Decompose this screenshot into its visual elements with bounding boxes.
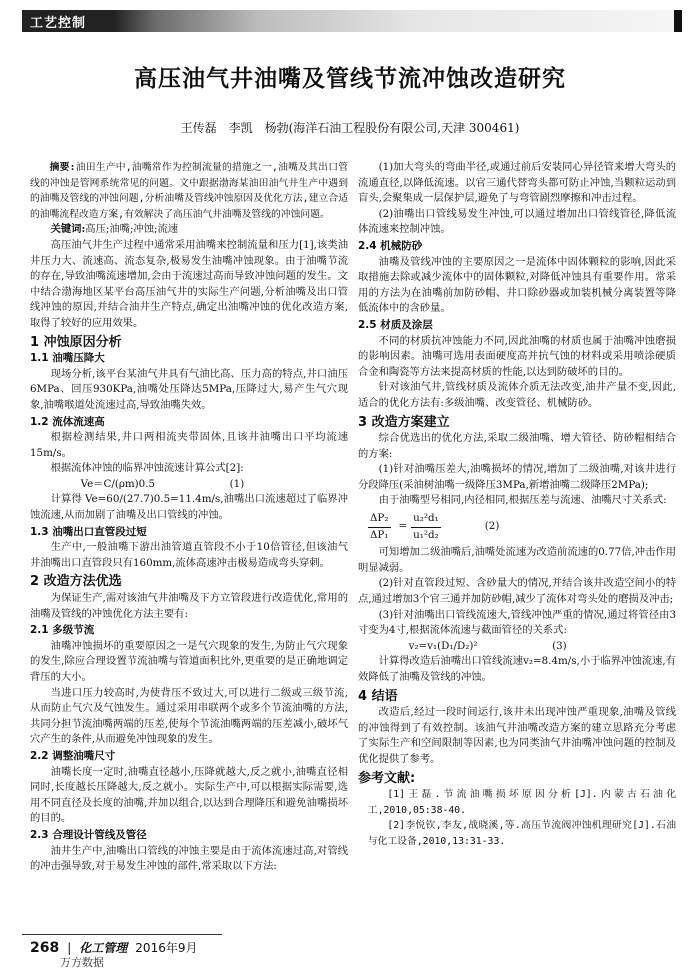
paragraph: 不同的材质抗冲蚀能力不同,因此油嘴的材质也属于油嘴冲蚀磨损的影响因素。油嘴可选用表面硬度高并抗气蚀的材料或采用喷涂硬质合金和陶瓷等方法来提高材质的性能,以达到防破坏的目的。	[358, 334, 676, 378]
formula-1	[30, 477, 348, 493]
formula-3-number: (3)	[552, 639, 567, 652]
subsection-heading-2-1: 2.1 多级节流	[30, 624, 95, 637]
formula-2-lhs-numerator: ΔP₂	[368, 511, 391, 528]
section-heading-3: 3 改造方案建立	[358, 414, 450, 430]
formula-2-rhs	[411, 511, 441, 543]
formula-2	[358, 511, 676, 543]
paragraph: 生产中,一般油嘴下游出油管道直管段不小于10倍管径,但该油气井油嘴出口直管段只有160mm,流体高速冲击极易造成弯头穿刺。	[30, 541, 348, 569]
paragraph: 油嘴冲蚀损坏的重要原因之一是气穴现象的发生,为防止气穴现象的发生,除应合理设置节流油嘴与管道面积比外,更重要的是正确地调定背压的大小。	[30, 639, 348, 683]
paragraph: 可知增加二级油嘴后,油嘴处流速为改造前流速的0.77倍,冲击作用明显减弱。	[358, 546, 676, 574]
paragraph: (1)针对油嘴压差大,油嘴损坏的情况,增加了二级油嘴,对该井进行分段降压(采油树油嘴一级降压3MPa,新增油嘴二级降压2MPa);	[358, 463, 676, 491]
paragraph: 油嘴及管线冲蚀的主要原因之一是流体中固体颗粒的影响,因此采取措施去除或减少流体中的固体颗粒,对降低冲蚀具有重要作用。常采用的方法为在油嘴前加防砂帽、井口除砂器或加装机械分离装置等降低流体中的含砂量。	[358, 255, 676, 315]
paragraph: 油井生产中,油嘴出口管线的冲蚀主要是由于流体流速过高,对管线的冲击强导致,对于易发生冲蚀的部件,常采取以下方法:	[30, 844, 348, 873]
paragraph: 计算得改造后油嘴出口管线流速v₂=8.4m/s,小于临界冲蚀流速,有效降低了油嘴及管线的冲蚀。	[358, 655, 676, 683]
intro-paragraph: 高压油气井生产过程中通常采用油嘴来控制流量和压力[1],该类油井压力大、流速高、流态复杂,极易发生油嘴冲蚀现象。由于油嘴节流的存在,导致油嘴流速增加,会由于流速过高而导致冲蚀问题的发生。文中结合渤海地区某平台高压油气井的实际生产问题,分析油嘴及出口管线冲蚀的原因,并结合油井生产特点,确定出油嘴冲蚀的优化改造方案,取得了较好的应用效果。	[30, 238, 348, 329]
section-heading-1: 1 冲蚀原因分析	[30, 334, 122, 350]
paragraph: 针对该油气井,管线材质及流体介质无法改变,油井产量不变,因此,适合的优化方法有:多级油嘴、改变管径、机械防砂。	[358, 381, 676, 409]
section-heading-4: 4 结语	[358, 688, 398, 704]
subsection-heading-1-1: 1.1 油嘴压降大	[30, 352, 105, 365]
paragraph: 根据检测结果,井口两相流夹带固体,且该井油嘴出口平均流速15m/s。	[30, 431, 348, 459]
keywords	[30, 222, 348, 238]
page-footer	[30, 939, 197, 956]
paragraph: 改造后,经过一段时间运行,该井未出现冲蚀严重现象,油嘴及管线的冲蚀得到了有效控制。该油气井油嘴改造方案的建立思路充分考虑了实际生产和空间限制等因素,也为同类油气井油嘴冲蚀问题的控制及优化提供了参考。	[358, 706, 676, 765]
paragraph: 计算得 Ve=60/(27.7)0.5=11.4m/s,油嘴出口流速超过了临界冲蚀流速,从而加剧了油嘴及出口管线的冲蚀。	[30, 493, 348, 522]
paragraph: 现场分析,该平台某油气井具有气油比高、压力高的特点,井口油压6MPa、回压930KPa,油嘴处压降达5MPa,压降过大,易产生气穴现象,油嘴喉道处流速过高,导致油嘴失效。	[30, 367, 348, 411]
formula-2-number: (2)	[484, 520, 500, 533]
paragraph: (3)针对油嘴出口管线流速大,管线冲蚀严重的情况,通过将管径由3寸变为4寸,根据流体流速与截面管径的关系式:	[358, 608, 676, 637]
paragraph: 为保证生产,需对该油气井油嘴及下方立管段进行改造优化,常用的油嘴及管线的冲蚀优化方法主要有:	[30, 592, 348, 620]
abstract-label: 摘要:	[49, 162, 76, 173]
formula-1-expr: Ve＝C/(ρm)0.5	[80, 477, 156, 490]
paragraph: (2)针对直管段过短、含砂量大的情况,并结合该井改造空间小的特点,通过增加3个官三通并加防砂帽,减少了流体对弯头处的磨损及冲击;	[358, 577, 676, 606]
issue-date: 2016年9月	[135, 941, 198, 955]
subsection-heading-2-5: 2.5 材质及涂层	[358, 318, 433, 331]
watermark: 万方数据	[60, 956, 104, 969]
subsection-heading-1-2: 1.2 流体流速高	[30, 415, 105, 428]
section-header-bar	[22, 10, 682, 32]
paragraph: (1)加大弯头的弯曲半径,或通过前后安装同心异径管来增大弯头的流通直径,以降低流速。以官三通代替弯头都可防止冲蚀,当颗粒运动到盲头,会聚集成一层保护层,避免了与弯管剧烈摩擦和冲击过程。	[358, 161, 676, 205]
formula-2-rhs-denominator: u₁²d₂	[413, 528, 439, 541]
abstract	[30, 160, 348, 222]
right-column	[358, 160, 676, 850]
abstract-text: 油田生产中,油嘴常作为控制流量的措施之一,油嘴及其出口管线的冲蚀是管网系统常见的问题。文中跟据渤海某油田油气井生产中遇到的油嘴及管线的冲蚀问题,分析油嘴及管线冲蚀原因及优化方法,建立合适的油嘴流程改造方案,有效解决了高压油气井油嘴及管线的冲蚀问题。	[30, 162, 348, 220]
header-end-mark	[674, 10, 682, 32]
reference-item: [1]王磊.节流油嘴损坏原因分析[J].内蒙古石油化工,2010,05:38-40.	[367, 789, 676, 816]
subsection-heading-2-4: 2.4 机械防砂	[358, 239, 423, 252]
formula-2-lhs-denominator: ΔP₁	[370, 528, 389, 541]
left-column	[30, 160, 348, 875]
formula-3-expr: v₂=v₁(D₁/D₂)²	[408, 639, 478, 652]
paragraph: (2)油嘴出口管线易发生冲蚀,可以通过增加出口管线管径,降低流体流速来控制冲蚀。	[358, 207, 676, 236]
paper-title: 高压油气井油嘴及管线节流冲蚀改造研究	[134, 66, 566, 92]
keywords-text: 高压;油嘴;冲蚀;流速	[85, 223, 179, 236]
reference-item: [2]李悦钦,李友,战晓溪,等.高压节流阀冲蚀机理研究[J].石油与化工设备,2010,13:31-33.	[367, 820, 676, 847]
authors-line: 王传磊 李凯 杨勃(海洋石油工程股份有限公司,天津 300461)	[180, 121, 520, 135]
formula-2-rhs-numerator: u₂²d₁	[411, 511, 441, 528]
formula-3	[358, 639, 676, 655]
subsection-heading-2-3: 2.3 合理设计管线及管径	[30, 828, 147, 841]
subsection-heading-1-3: 1.3 油嘴出口直管段过短	[30, 525, 147, 538]
page-number: 268	[30, 940, 60, 956]
paragraph: 油嘴长度一定时,油嘴直径越小,压降就越大,反之就小,油嘴直径相同时,长度越长压降越大,反之就小。实际生产中,可以根据实际需要,选用不同直径及长度的油嘴,并加以组合,以达到合理降压和避免油嘴损坏的目的。	[30, 765, 348, 825]
equals-sign: =	[398, 520, 408, 533]
keywords-label: 关键词:	[50, 223, 86, 236]
formula-2-lhs	[368, 511, 391, 543]
journal-name: 化工管理	[79, 941, 128, 955]
formula-1-number: (1)	[229, 477, 245, 490]
section-heading-2: 2 改造方法优选	[30, 574, 122, 590]
footer-rule	[22, 934, 222, 935]
subsection-heading-2-2: 2.2 调整油嘴尺寸	[30, 749, 116, 762]
footer-separator: |	[67, 941, 72, 955]
paragraph: 当进口压力较高时,为使背压不致过大,可以进行二级或三级节流,从而防止气穴及气蚀发生。通过采用串联两个或多个节流油嘴的方法,共同分担节流油嘴两端的压差,使每个节流油嘴两端的压差减小,破坏气穴产生的条件,从而避免冲蚀现象的发生。	[30, 686, 348, 746]
paragraph: 综合优选出的优化方法,采取二级油嘴、增大管径、防砂帽相结合的方案:	[358, 432, 676, 460]
section-label: 工艺控制	[30, 16, 87, 31]
references-heading: 参考文献:	[358, 770, 416, 786]
paragraph: 根据流体冲蚀的临界冲蚀流速计算公式[2]:	[50, 462, 244, 475]
paragraph: 由于油嘴型号相同,内径相同,根据压差与流速、油嘴尺寸关系式:	[378, 494, 667, 507]
